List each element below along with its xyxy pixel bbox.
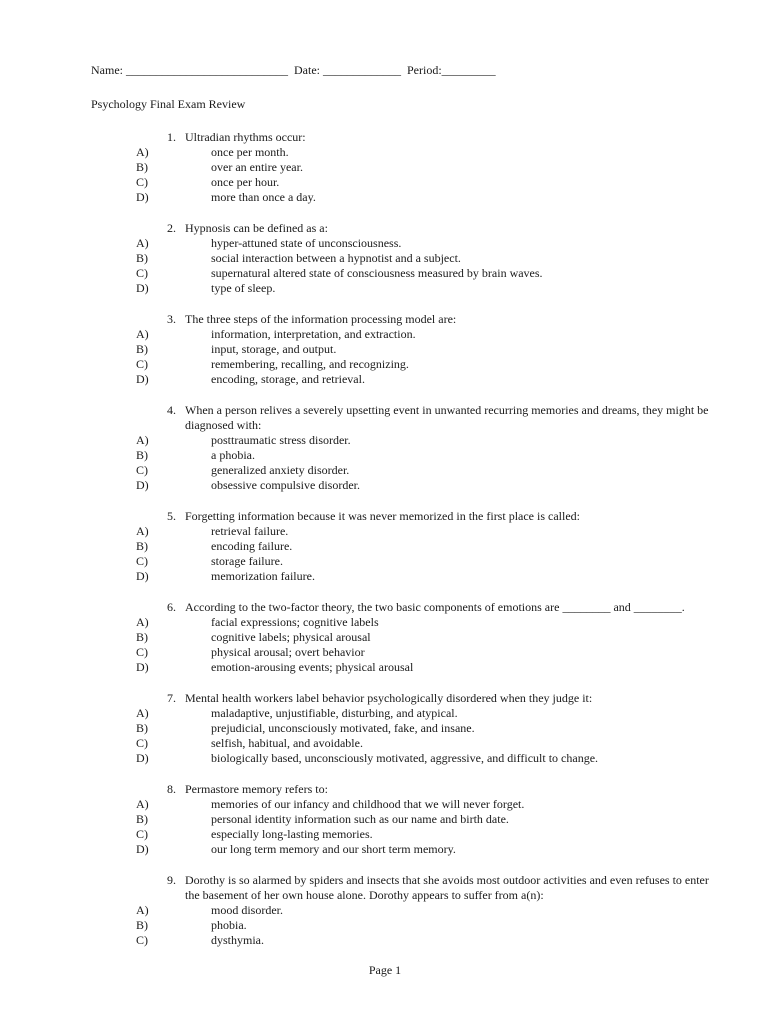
option-letter: B): [136, 251, 148, 265]
option-letter: D): [136, 569, 149, 583]
answer-option: [0, 645, 770, 660]
answer-option: [0, 145, 770, 160]
option-text: prejudicial, unconsciously motivated, fake, and insane.: [211, 721, 475, 735]
answer-option: [0, 903, 770, 918]
answer-option: [0, 569, 770, 584]
answer-option: [0, 448, 770, 463]
option-letter: D): [136, 751, 149, 765]
option-letter: B): [136, 342, 148, 356]
question-stem: Hypnosis can be defined as a:: [185, 221, 328, 235]
answer-option: [0, 660, 770, 675]
option-letter: B): [136, 448, 148, 462]
question-number: 4.: [167, 403, 176, 417]
question-number: 1.: [167, 130, 176, 144]
option-letter: D): [136, 478, 149, 492]
option-text: emotion-arousing events; physical arousal: [211, 660, 414, 674]
answer-option: [0, 933, 770, 948]
option-text: personal identity information such as our name and birth date.: [211, 812, 509, 826]
option-letter: D): [136, 372, 149, 386]
option-text: supernatural altered state of consciousness measured by brain waves.: [211, 266, 543, 280]
option-letter: D): [136, 190, 149, 204]
answer-option: [0, 524, 770, 539]
option-text: memorization failure.: [211, 569, 315, 583]
question-stem: According to the two-factor theory, the two basic components of emotions are ________ and ________.: [185, 600, 685, 614]
option-text: encoding failure.: [211, 539, 293, 553]
answer-option: [0, 554, 770, 569]
option-text: hyper-attuned state of unconsciousness.: [211, 236, 402, 250]
answer-option: [0, 615, 770, 630]
option-letter: C): [136, 175, 148, 189]
answer-option: [0, 797, 770, 812]
answer-option: [0, 251, 770, 266]
question-header: [0, 509, 720, 524]
name-label: Name:: [91, 63, 123, 77]
question-number: 5.: [167, 509, 176, 523]
question-header: [0, 873, 720, 903]
question-number: 2.: [167, 221, 176, 235]
answer-option: [0, 342, 770, 357]
answer-option: [0, 539, 770, 554]
option-letter: A): [136, 145, 149, 159]
answer-option: [0, 706, 770, 721]
option-text: over an entire year.: [211, 160, 303, 174]
question-stem: The three steps of the information processing model are:: [185, 312, 457, 326]
option-letter: B): [136, 539, 148, 553]
option-letter: A): [136, 615, 149, 629]
option-letter: C): [136, 645, 148, 659]
option-letter: A): [136, 706, 149, 720]
answer-option: [0, 842, 770, 857]
question-item: [0, 221, 770, 296]
option-letter: A): [136, 903, 149, 917]
answer-option: [0, 175, 770, 190]
question-item: [0, 130, 770, 205]
question-stem: Forgetting information because it was never memorized in the first place is called:: [185, 509, 580, 523]
option-text: type of sleep.: [211, 281, 276, 295]
option-text: more than once a day.: [211, 190, 316, 204]
option-letter: A): [136, 524, 149, 538]
question-header: [0, 403, 720, 433]
option-text: memories of our infancy and childhood that we will never forget.: [211, 797, 525, 811]
option-text: biologically based, unconsciously motivated, aggressive, and difficult to change.: [211, 751, 599, 765]
question-number: 3.: [167, 312, 176, 326]
question-header: [0, 312, 720, 327]
question-item: [0, 873, 770, 948]
question-item: [0, 403, 770, 493]
answer-option: [0, 357, 770, 372]
option-text: input, storage, and output.: [211, 342, 337, 356]
option-text: mood disorder.: [211, 903, 283, 917]
question-number: 9.: [167, 873, 176, 887]
question-number: 8.: [167, 782, 176, 796]
answer-option: [0, 736, 770, 751]
option-letter: A): [136, 797, 149, 811]
option-letter: B): [136, 160, 148, 174]
option-text: our long term memory and our short term memory.: [211, 842, 456, 856]
period-label: Period:: [407, 63, 442, 77]
option-text: cognitive labels; physical arousal: [211, 630, 371, 644]
question-header: [0, 600, 720, 615]
question-stem: When a person relives a severely upsetting event in unwanted recurring memories and dreams, they might be diagnosed with:: [185, 403, 709, 432]
answer-option: [0, 160, 770, 175]
answer-option: [0, 372, 770, 387]
answer-option: [0, 721, 770, 736]
period-blank: _________: [441, 63, 496, 77]
option-text: dysthymia.: [211, 933, 264, 947]
option-letter: A): [136, 236, 149, 250]
date-label: Date:: [294, 63, 320, 77]
option-letter: C): [136, 554, 148, 568]
date-blank: _____________: [323, 63, 401, 77]
option-text: encoding, storage, and retrieval.: [211, 372, 365, 386]
question-header: [0, 130, 720, 145]
question-item: [0, 691, 770, 766]
option-letter: A): [136, 327, 149, 341]
option-text: once per hour.: [211, 175, 280, 189]
answer-option: [0, 918, 770, 933]
question-header: [0, 782, 720, 797]
question-stem: Mental health workers label behavior psychologically disordered when they judge it:: [185, 691, 593, 705]
question-list: [0, 130, 770, 964]
option-text: retrieval failure.: [211, 524, 289, 538]
answer-option: [0, 630, 770, 645]
question-item: [0, 509, 770, 584]
option-letter: D): [136, 660, 149, 674]
page-number: Page 1: [368, 963, 402, 977]
answer-option: [0, 827, 770, 842]
document-title: Psychology Final Exam Review: [91, 97, 246, 111]
question-item: [0, 600, 770, 675]
option-text: posttraumatic stress disorder.: [211, 433, 351, 447]
answer-option: [0, 190, 770, 205]
option-text: selfish, habitual, and avoidable.: [211, 736, 363, 750]
option-text: once per month.: [211, 145, 289, 159]
question-item: [0, 312, 770, 387]
answer-option: [0, 433, 770, 448]
name-blank: ___________________________: [126, 63, 288, 77]
option-text: generalized anxiety disorder.: [211, 463, 350, 477]
answer-option: [0, 327, 770, 342]
option-letter: C): [136, 736, 148, 750]
answer-option: [0, 478, 770, 493]
option-letter: C): [136, 827, 148, 841]
option-text: information, interpretation, and extraction.: [211, 327, 416, 341]
option-letter: B): [136, 918, 148, 932]
option-letter: D): [136, 281, 149, 295]
answer-option: [0, 463, 770, 478]
option-text: physical arousal; overt behavior: [211, 645, 365, 659]
option-text: phobia.: [211, 918, 247, 932]
option-letter: B): [136, 721, 148, 735]
question-stem: Dorothy is so alarmed by spiders and insects that she avoids most outdoor activities and even refuses to enter the basement of her own house alone. Dorothy appears to suffer from a(n):: [185, 873, 709, 902]
option-letter: A): [136, 433, 149, 447]
question-stem: Permastore memory refers to:: [185, 782, 328, 796]
question-stem: Ultradian rhythms occur:: [185, 130, 306, 144]
option-letter: C): [136, 266, 148, 280]
option-letter: B): [136, 812, 148, 826]
answer-option: [0, 236, 770, 251]
answer-option: [0, 812, 770, 827]
question-number: 7.: [167, 691, 176, 705]
option-text: maladaptive, unjustifiable, disturbing, and atypical.: [211, 706, 458, 720]
option-text: obsessive compulsive disorder.: [211, 478, 360, 492]
question-item: [0, 782, 770, 857]
answer-option: [0, 751, 770, 766]
option-text: remembering, recalling, and recognizing.: [211, 357, 409, 371]
option-text: facial expressions; cognitive labels: [211, 615, 379, 629]
option-text: social interaction between a hypnotist and a subject.: [211, 251, 461, 265]
option-letter: C): [136, 357, 148, 371]
option-letter: C): [136, 463, 148, 477]
option-letter: D): [136, 842, 149, 856]
question-header: [0, 221, 720, 236]
student-info-header: [91, 63, 496, 78]
option-text: storage failure.: [211, 554, 283, 568]
option-text: a phobia.: [211, 448, 255, 462]
question-header: [0, 691, 720, 706]
question-number: 6.: [167, 600, 176, 614]
option-letter: C): [136, 933, 148, 947]
answer-option: [0, 281, 770, 296]
option-letter: B): [136, 630, 148, 644]
option-text: especially long-lasting memories.: [211, 827, 373, 841]
answer-option: [0, 266, 770, 281]
